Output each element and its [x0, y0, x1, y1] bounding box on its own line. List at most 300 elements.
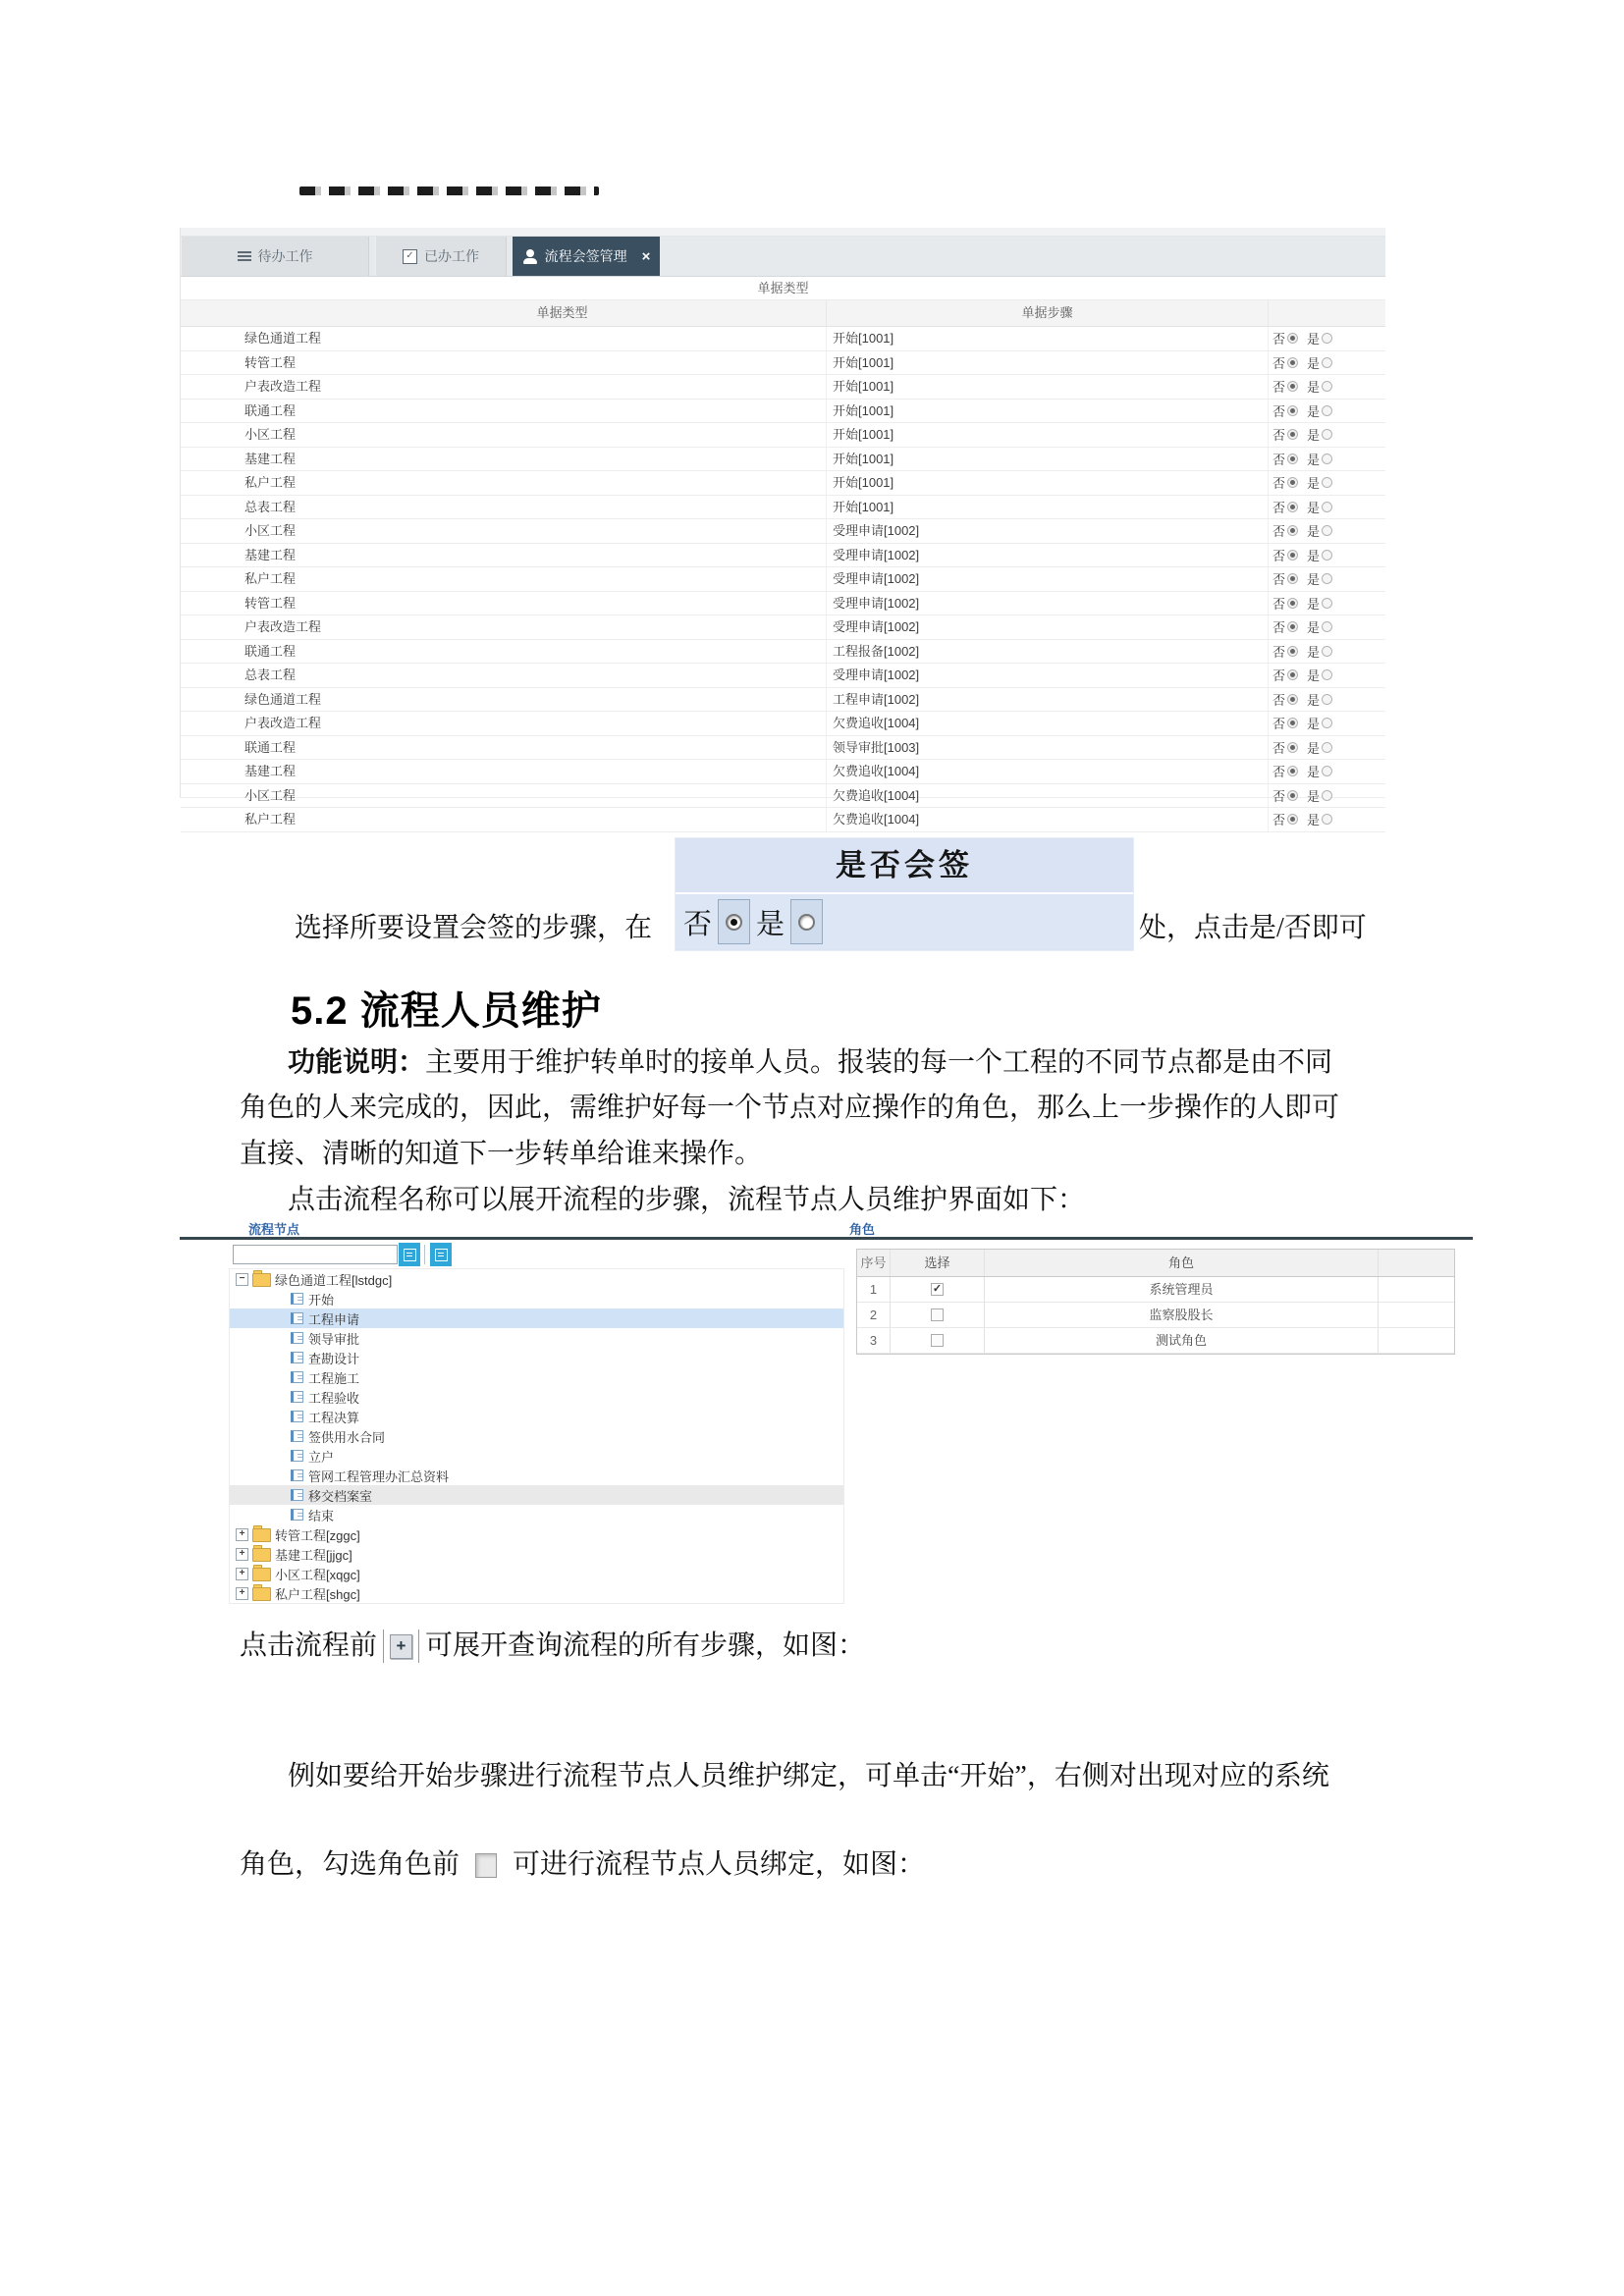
folder-icon — [252, 1528, 271, 1542]
example-line-1: 例如要给开始步骤进行流程节点人员维护绑定，可单击“开始”，右侧对出现对应的系统 — [288, 1761, 1329, 1791]
tree-children — [230, 1289, 843, 1524]
tree-node[interactable] — [230, 1367, 843, 1387]
cell-doc-step: 工程报备[1002] — [826, 640, 1268, 664]
role-table-header — [857, 1250, 1454, 1277]
radio-yes-label: 是 — [1307, 548, 1321, 563]
radio-no[interactable] — [1287, 694, 1298, 705]
role-row — [857, 1303, 1454, 1328]
table-row — [181, 519, 1385, 544]
radio-no[interactable] — [1287, 357, 1298, 368]
cell-role-name: 测试角色 — [985, 1328, 1379, 1353]
radio-yes[interactable] — [1322, 694, 1332, 705]
radio-yes[interactable] — [1322, 718, 1332, 728]
example-text-after: 可进行流程节点人员绑定，如图： — [513, 1849, 926, 1880]
cell-doc-step: 欠费追收[1004] — [826, 808, 1268, 831]
radio-no[interactable] — [718, 899, 750, 944]
tree-expand-button[interactable] — [399, 1243, 420, 1266]
tree-node-label: 管网工程管理办汇总资料 — [308, 1468, 450, 1484]
cell-doc-step: 受理申请[1002] — [826, 567, 1268, 591]
cell-doc-type: 联通工程 — [244, 643, 297, 659]
list-icon — [238, 251, 251, 261]
radio-no-label: 否 — [1272, 813, 1286, 828]
panel-divider-rule — [180, 1237, 1473, 1240]
tree-node-label: 工程施工 — [308, 1370, 360, 1386]
radio-no-label: 否 — [1272, 500, 1286, 515]
radio-yes[interactable] — [1322, 814, 1332, 825]
radio-no[interactable] — [1287, 598, 1298, 609]
collapse-icon[interactable] — [236, 1273, 248, 1286]
column-header-role: 角色 — [985, 1250, 1379, 1276]
radio-no[interactable] — [1287, 790, 1298, 801]
expand-icon[interactable] — [236, 1587, 248, 1600]
radio-yes-label: 是 — [1307, 428, 1321, 444]
role-checkbox[interactable] — [931, 1334, 944, 1347]
table-row — [181, 640, 1385, 665]
redacted-text-line — [299, 187, 599, 195]
tree-view-icon — [404, 1249, 416, 1261]
cell-doc-type: 私户工程 — [244, 812, 297, 827]
role-checkbox[interactable] — [931, 1283, 944, 1296]
radio-yes[interactable] — [1322, 454, 1332, 464]
radio-no[interactable] — [1287, 502, 1298, 512]
node-icon — [291, 1469, 303, 1481]
column-header-step: 单据步骤 — [826, 300, 1268, 326]
cell-doc-type: 小区工程 — [244, 523, 297, 538]
cell-countersign — [1268, 567, 1385, 591]
radio-no-label: 否 — [1272, 740, 1286, 756]
cell-countersign — [1268, 688, 1385, 712]
expand-icon[interactable] — [236, 1568, 248, 1580]
cell-doc-step: 领导审批[1003] — [826, 736, 1268, 760]
tree-node[interactable] — [230, 1426, 843, 1446]
cell-doc-step: 受理申请[1002] — [826, 544, 1268, 567]
cell-doc-step: 开始[1001] — [826, 327, 1268, 350]
tab-label: 流程会签管理 — [544, 248, 627, 264]
countersign-title: 是否会签 — [676, 838, 1133, 894]
radio-yes[interactable] — [1322, 621, 1332, 632]
cell-countersign — [1268, 496, 1385, 519]
screenshot-countersign-management — [180, 228, 1385, 828]
radio-yes[interactable] — [1322, 766, 1332, 776]
table-row — [181, 351, 1385, 376]
node-icon — [291, 1332, 303, 1344]
cell-doc-type: 基建工程 — [244, 451, 297, 466]
toolbar-divider — [424, 1245, 425, 1264]
radio-no[interactable] — [1287, 742, 1298, 753]
table-row — [181, 544, 1385, 568]
node-icon — [291, 1312, 303, 1324]
paragraph-line-2: 角色的人来完成的，因此，需维护好每一个节点对应操作的角色，那么上一步操作的人即可 — [240, 1093, 1340, 1123]
radio-yes-label: 是 — [1307, 500, 1321, 515]
radio-yes-label: 是 — [1307, 476, 1321, 492]
radio-no-label: 否 — [1272, 332, 1286, 347]
tree-node-label: 结束 — [308, 1508, 335, 1523]
close-icon[interactable]: × — [641, 247, 651, 265]
flow-node-panel-title: 流程节点 — [248, 1222, 300, 1237]
countersign-radio-row — [676, 894, 1133, 949]
radio-no[interactable] — [1287, 381, 1298, 392]
node-icon — [291, 1411, 303, 1422]
radio-no-label: 否 — [1272, 572, 1286, 588]
cell-doc-type: 转管工程 — [244, 595, 297, 611]
cell-doc-type: 户表改造工程 — [244, 716, 322, 730]
tree-folder[interactable] — [230, 1564, 843, 1583]
table-row — [181, 736, 1385, 761]
cell-doc-step: 开始[1001] — [826, 496, 1268, 519]
flow-node-tree — [229, 1268, 844, 1604]
caret-bar — [418, 1629, 419, 1663]
tree-node-label: 开始 — [308, 1292, 335, 1308]
cell-role-name: 监察股股长 — [985, 1303, 1379, 1327]
tree-node[interactable] — [230, 1348, 843, 1367]
expand-text-before: 点击流程前 — [240, 1630, 378, 1661]
table-row — [181, 471, 1385, 496]
radio-no[interactable] — [1287, 718, 1298, 728]
tree-node-label: 签供用水合同 — [308, 1429, 386, 1445]
column-header-type: 单据类型 — [536, 305, 588, 320]
radio-no[interactable] — [1287, 573, 1298, 584]
radio-no-label: 否 — [1272, 620, 1286, 636]
radio-no[interactable] — [1287, 405, 1298, 416]
cell-countersign — [1268, 736, 1385, 760]
role-checkbox[interactable] — [931, 1308, 944, 1321]
cell-row-number: 3 — [857, 1328, 891, 1353]
cell-doc-type: 总表工程 — [244, 499, 297, 514]
table-row — [181, 400, 1385, 424]
cell-doc-type: 联通工程 — [244, 739, 297, 755]
radio-no-label: 否 — [1272, 788, 1286, 804]
tree-folder-label: 基建工程[jjgc] — [275, 1547, 352, 1563]
role-row — [857, 1328, 1454, 1354]
radio-no[interactable] — [1287, 621, 1298, 632]
table-row — [181, 712, 1385, 736]
role-table-body — [857, 1277, 1454, 1354]
cell-doc-step: 受理申请[1002] — [826, 615, 1268, 639]
table-group-header: 单据类型 — [181, 277, 1385, 300]
select-step-text-after: 处，点击是/否即可 — [1139, 913, 1367, 943]
radio-no-label: 否 — [1272, 548, 1286, 563]
cell-doc-step: 欠费追收[1004] — [826, 760, 1268, 783]
radio-yes[interactable] — [1322, 405, 1332, 416]
cell-role-name: 系统管理员 — [985, 1277, 1379, 1302]
radio-yes[interactable] — [1322, 357, 1332, 368]
tree-folder[interactable] — [230, 1524, 843, 1544]
radio-yes-label: 是 — [1307, 788, 1321, 804]
table-column-headers — [181, 300, 1385, 327]
tree-node[interactable] — [230, 1328, 843, 1348]
radio-yes-label: 是 — [1307, 380, 1321, 396]
cell-doc-step: 开始[1001] — [826, 400, 1268, 423]
cell-countersign — [1268, 375, 1385, 399]
cell-doc-type: 户表改造工程 — [244, 379, 322, 394]
cell-doc-type: 私户工程 — [244, 475, 297, 490]
tab-label: 待办工作 — [257, 248, 313, 264]
radio-yes-label: 是 — [1307, 740, 1321, 756]
cell-countersign — [1268, 423, 1385, 447]
radio-yes-label: 是 — [1307, 596, 1321, 612]
tree-folder-label: 私户工程[shgc] — [275, 1586, 360, 1602]
radio-yes[interactable] — [790, 899, 823, 944]
radio-no[interactable] — [1287, 766, 1298, 776]
radio-yes-label: 是 — [1307, 524, 1321, 540]
cell-countersign — [1268, 615, 1385, 639]
tab-todo-work[interactable] — [181, 237, 369, 276]
folder-icon — [252, 1587, 271, 1601]
column-header-countersign — [1268, 300, 1385, 326]
table-row — [181, 784, 1385, 809]
table-row — [181, 327, 1385, 351]
folder-icon — [252, 1568, 271, 1581]
cell-doc-type: 基建工程 — [244, 764, 297, 778]
paragraph-text: 主要用于维护转单时的接单人员。报装的每一个工程的不同节点都是由不同 — [425, 1047, 1333, 1078]
window-top-strip — [181, 228, 1385, 237]
expand-text-after: 可展开查询流程的所有步骤，如图： — [425, 1630, 866, 1661]
table-row — [181, 567, 1385, 592]
cell-doc-step: 开始[1001] — [826, 471, 1268, 495]
tree-folder-label: 转管工程[zggc] — [275, 1527, 360, 1543]
radio-no-label: 否 — [1272, 668, 1286, 684]
tree-collapsed-folders — [230, 1524, 843, 1603]
cell-doc-step: 开始[1001] — [826, 423, 1268, 447]
radio-yes[interactable] — [1322, 598, 1332, 609]
table-row — [181, 615, 1385, 640]
radio-yes-label: 是 — [1307, 765, 1321, 780]
radio-no-label: 否 — [1272, 380, 1286, 396]
radio-yes-label: 是 — [1307, 717, 1321, 732]
tree-search-input[interactable] — [233, 1245, 398, 1264]
list-view-icon — [435, 1249, 448, 1261]
radio-yes[interactable] — [1322, 550, 1332, 561]
radio-no-label: 否 — [1272, 452, 1286, 467]
node-icon — [291, 1430, 303, 1442]
cell-select — [891, 1303, 985, 1327]
table-row — [181, 423, 1385, 448]
tab-done-work[interactable] — [375, 237, 507, 276]
paragraph-line-3: 直接、清晰的知道下一步转单给谁来操作。 — [240, 1139, 763, 1169]
table-row — [181, 496, 1385, 520]
radio-no-label: 否 — [1272, 403, 1286, 419]
node-icon — [291, 1293, 303, 1305]
countersign-callout-image — [675, 837, 1134, 951]
radio-yes[interactable] — [1322, 646, 1332, 657]
cell-countersign — [1268, 808, 1385, 831]
cell-doc-type: 私户工程 — [244, 571, 297, 586]
radio-no-label: 否 — [1272, 476, 1286, 492]
radio-yes[interactable] — [1322, 502, 1332, 512]
select-step-text-before: 选择所要设置会签的步骤，在 — [295, 913, 653, 943]
tree-node-label: 查勘设计 — [308, 1351, 360, 1366]
tree-node-label: 工程验收 — [308, 1390, 360, 1406]
cell-row-number: 1 — [857, 1277, 891, 1302]
cell-doc-type: 转管工程 — [244, 354, 297, 370]
expand-icon[interactable] — [236, 1528, 248, 1541]
radio-no-label: 否 — [1272, 355, 1286, 371]
cell-doc-type: 联通工程 — [244, 402, 297, 418]
cell-countersign — [1268, 664, 1385, 687]
cell-countersign — [1268, 760, 1385, 783]
cell-countersign — [1268, 351, 1385, 375]
cell-doc-type: 户表改造工程 — [244, 619, 322, 634]
radio-yes[interactable] — [1322, 477, 1332, 488]
folder-icon — [252, 1548, 271, 1562]
tab-bar — [181, 237, 1385, 277]
radio-no[interactable] — [1287, 333, 1298, 344]
role-table — [856, 1249, 1455, 1355]
table-body — [181, 327, 1385, 832]
radio-yes[interactable] — [1322, 333, 1332, 344]
tree-node-label: 工程决算 — [308, 1410, 360, 1425]
node-icon — [291, 1352, 303, 1363]
radio-yes[interactable] — [1322, 573, 1332, 584]
tree-root-green-channel[interactable] — [230, 1269, 843, 1289]
cell-doc-step: 工程申请[1002] — [826, 688, 1268, 712]
radio-yes-label: 是 — [1307, 355, 1321, 371]
radio-no[interactable] — [1287, 669, 1298, 680]
cell-doc-type: 绿色通道工程 — [244, 331, 322, 346]
radio-no-label: 否 — [1272, 692, 1286, 708]
column-header-extra — [1379, 1250, 1454, 1276]
tree-node[interactable] — [230, 1446, 843, 1466]
radio-no[interactable] — [1287, 646, 1298, 657]
tree-node[interactable] — [230, 1308, 843, 1328]
radio-no[interactable] — [1287, 454, 1298, 464]
radio-no-label: 否 — [1272, 428, 1286, 444]
tab-countersign-management[interactable] — [513, 237, 660, 276]
tree-folder-label: 小区工程[xqgc] — [275, 1567, 360, 1582]
node-icon — [291, 1509, 303, 1521]
expand-icon[interactable] — [236, 1548, 248, 1561]
radio-yes-label: 是 — [1307, 668, 1321, 684]
radio-yes-label: 是 — [1307, 332, 1321, 347]
table-row — [181, 592, 1385, 616]
cell-row-number: 2 — [857, 1303, 891, 1327]
radio-no-label: 否 — [1272, 765, 1286, 780]
cell-countersign — [1268, 640, 1385, 664]
table-row — [181, 375, 1385, 400]
radio-no-label: 否 — [1272, 717, 1286, 732]
cell-doc-step: 欠费追收[1004] — [826, 784, 1268, 808]
tree-node[interactable] — [230, 1466, 843, 1485]
tree-folder[interactable] — [230, 1544, 843, 1564]
expand-plus-icon: + — [390, 1634, 412, 1659]
tree-node-label: 领导审批 — [308, 1331, 360, 1347]
cell-doc-type: 小区工程 — [244, 427, 297, 442]
radio-no[interactable] — [1287, 550, 1298, 561]
radio-yes[interactable] — [1322, 381, 1332, 392]
table-row — [181, 808, 1385, 832]
radio-yes-label: 是 — [1307, 452, 1321, 467]
tree-node[interactable] — [230, 1387, 843, 1407]
column-header-no: 序号 — [857, 1250, 891, 1276]
cell-doc-type: 绿色通道工程 — [244, 691, 322, 707]
radio-yes-label: 是 — [756, 908, 785, 940]
cell-countersign — [1268, 712, 1385, 735]
radio-yes[interactable] — [1322, 525, 1332, 536]
radio-no-label: 否 — [1272, 524, 1286, 540]
cell-countersign — [1268, 592, 1385, 615]
radio-no[interactable] — [1287, 429, 1298, 440]
radio-yes-label: 是 — [1307, 692, 1321, 708]
caret-bar — [383, 1629, 384, 1663]
cell-countersign — [1268, 400, 1385, 423]
cell-doc-type: 总表工程 — [244, 667, 297, 682]
cell-countersign — [1268, 471, 1385, 495]
radio-no-label: 否 — [1272, 644, 1286, 660]
radio-no-label: 否 — [683, 908, 713, 940]
example-line-2 — [240, 1843, 925, 1887]
cell-doc-type: 基建工程 — [244, 547, 297, 562]
radio-yes-label: 是 — [1307, 620, 1321, 636]
table-row — [181, 688, 1385, 713]
cell-countersign — [1268, 519, 1385, 543]
cell-doc-step: 受理申请[1002] — [826, 592, 1268, 615]
node-icon — [291, 1371, 303, 1383]
folder-icon — [252, 1273, 271, 1287]
section-heading: 5.2 流程人员维护 — [291, 989, 602, 1033]
tab-label: 已办工作 — [424, 248, 479, 264]
cell-doc-step: 欠费追收[1004] — [826, 712, 1268, 735]
table-row — [181, 664, 1385, 688]
tree-root-label: 绿色通道工程[lstdgc] — [275, 1272, 393, 1288]
radio-no[interactable] — [1287, 525, 1298, 536]
radio-no-label: 否 — [1272, 596, 1286, 612]
cell-doc-step: 开始[1001] — [826, 351, 1268, 375]
table-row — [181, 448, 1385, 472]
tree-folder[interactable] — [230, 1583, 843, 1603]
column-header-select: 选择 — [891, 1250, 985, 1276]
checkbox-inline-icon — [475, 1853, 497, 1878]
tree-node[interactable] — [230, 1289, 843, 1308]
tree-node[interactable] — [230, 1505, 843, 1524]
users-icon — [522, 249, 538, 264]
radio-yes[interactable] — [1322, 742, 1332, 753]
radio-no[interactable] — [1287, 477, 1298, 488]
role-panel-title: 角色 — [849, 1222, 876, 1237]
tree-node[interactable] — [230, 1407, 843, 1426]
cell-doc-step: 开始[1001] — [826, 448, 1268, 471]
function-description-label: 功能说明： — [288, 1046, 426, 1077]
cell-countersign — [1268, 448, 1385, 471]
cell-countersign — [1268, 327, 1385, 350]
cell-countersign — [1268, 544, 1385, 567]
paragraph-line-1 — [288, 1041, 1332, 1085]
tree-list-button[interactable] — [430, 1243, 452, 1266]
checkmark-icon: ✓ — [403, 249, 417, 264]
radio-yes-label: 是 — [1307, 403, 1321, 419]
table-row — [181, 760, 1385, 784]
tree-node-label: 移交档案室 — [308, 1488, 373, 1504]
cell-doc-step: 受理申请[1002] — [826, 519, 1268, 543]
tree-node-label: 工程申请 — [308, 1311, 360, 1327]
cell-countersign — [1268, 784, 1385, 808]
node-icon — [291, 1391, 303, 1403]
radio-yes[interactable] — [1322, 429, 1332, 440]
example-text-before: 角色，勾选角色前 — [240, 1849, 460, 1880]
radio-no[interactable] — [1287, 814, 1298, 825]
node-icon — [291, 1489, 303, 1501]
tree-node-label: 立户 — [308, 1449, 335, 1465]
cell-doc-type: 小区工程 — [244, 787, 297, 803]
radio-yes-label: 是 — [1307, 644, 1321, 660]
tree-node[interactable] — [230, 1485, 843, 1505]
paragraph-line-4: 点击流程名称可以展开流程的步骤，流程节点人员维护界面如下： — [288, 1185, 1086, 1215]
radio-yes-label: 是 — [1307, 813, 1321, 828]
radio-yes[interactable] — [1322, 790, 1332, 801]
cell-doc-step: 受理申请[1002] — [826, 664, 1268, 687]
radio-yes[interactable] — [1322, 669, 1332, 680]
radio-yes-label: 是 — [1307, 572, 1321, 588]
node-icon — [291, 1450, 303, 1462]
